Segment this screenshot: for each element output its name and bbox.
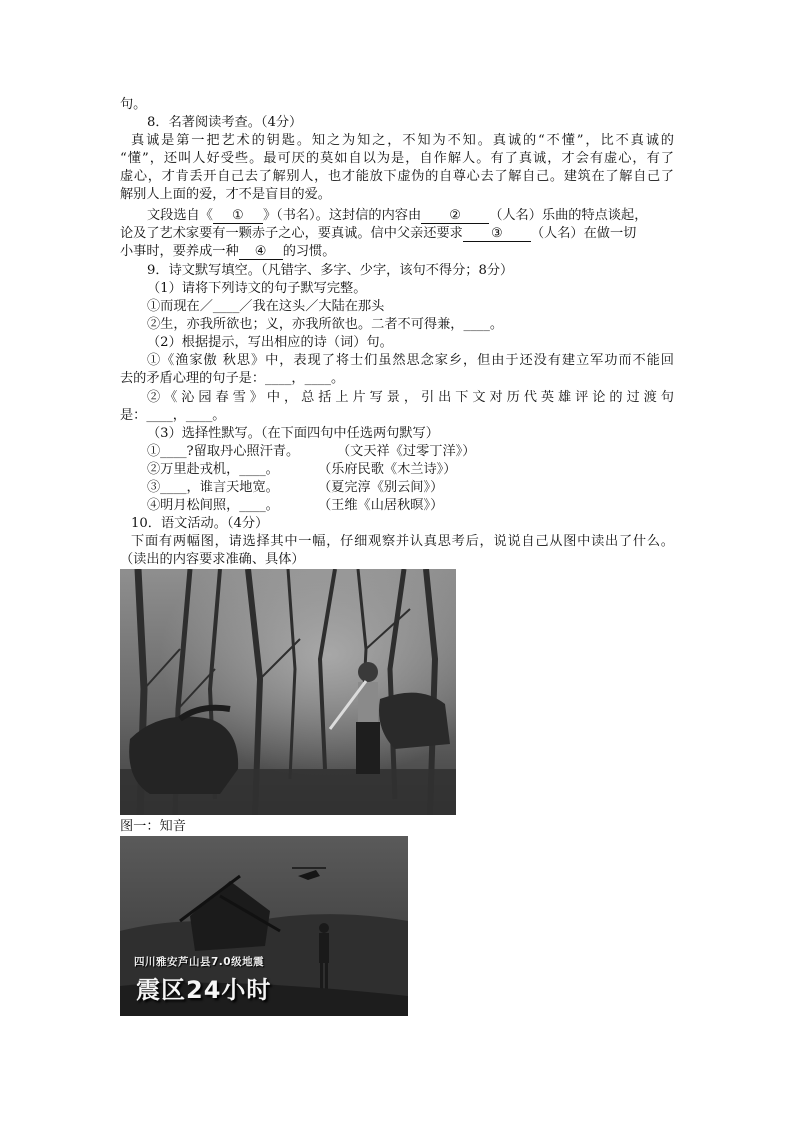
prompt-text: 论及了艺术家要有一颗赤子之心，要真诚。信中父亲还要求 — [120, 226, 463, 241]
fill-in-item: ④明月松间照，____。 — [147, 498, 279, 513]
forest-flute-scene-image — [120, 569, 456, 815]
figure-1-caption: 图一：知音 — [120, 819, 186, 834]
passage-line: 真诚是第一把艺术的钥匙。知之为知之，不知为不知。真诚的“不懂”，比不真诚的 — [131, 133, 674, 148]
figure-2-overlay-subtitle: 四川雅安芦山县7.0级地震 — [134, 956, 265, 968]
answer-blank-3[interactable]: ③ — [463, 226, 531, 242]
question-10-heading: 10．语文活动。（4分） — [131, 516, 269, 531]
figure-2-overlay-title: 震区24小时 — [136, 976, 272, 1004]
subquestion-heading: （3）选择性默写。（在下面四句中任选两句默写） — [147, 426, 439, 441]
fill-in-item: ②《沁园春雪》中，总括上片写景，引出下文对历代英雄评论的过渡句 — [147, 390, 674, 405]
fill-in-item: ②万里赴戎机，____。 — [147, 462, 279, 477]
text-line: 句。 — [120, 97, 147, 112]
source-attribution: （王维《山居秋暝》） — [318, 498, 444, 513]
prompt-text: 的习惯。 — [282, 244, 336, 259]
question-10-prompt: （读出的内容要求准确、具体） — [120, 552, 305, 567]
question-8-prompt — [120, 225, 636, 243]
question-10-prompt: 下面有两幅图，请选择其中一幅，仔细观察并认真思考后，说说自己从图中读出了什么。 — [131, 534, 674, 549]
answer-blank-4[interactable]: ④ — [239, 244, 283, 260]
question-8-prompt — [120, 243, 335, 261]
passage-line: 虚心，才肯丢开自己去了解别人，也才能放下虚伪的自尊心去了解自己。建筑在了解自己了 — [120, 169, 674, 184]
fill-in-item: ②生，亦我所欲也；义，亦我所欲也。二者不可得兼，____。 — [147, 317, 504, 332]
prompt-text: 》（书名）。这封信的内容由 — [262, 208, 422, 223]
figure-2-photo — [120, 836, 408, 1016]
answer-blank-1[interactable]: ① — [213, 208, 263, 224]
prompt-text: 小事时，要养成一种 — [120, 244, 239, 259]
subquestion-heading: （1）请将下列诗文的句子默写完整。 — [147, 281, 367, 296]
fill-in-item: 是：____，____。 — [120, 408, 226, 423]
passage-line: “懂”，还叫人好受些。最可厌的莫如自以为是，自作解人。有了真诚，才会有虚心，有了 — [120, 151, 674, 166]
fill-in-item: ①____?留取丹心照汗青。 — [147, 444, 300, 459]
prompt-text: （人名）乐曲的特点谈起， — [489, 208, 648, 223]
fill-in-item: ①《渔家傲 秋思》中，表现了将士们虽然思念家乡，但由于还没有建立军功而不能回 — [147, 353, 674, 368]
source-attribution: （夏完淳《别云间》） — [318, 480, 444, 495]
answer-blank-2[interactable]: ② — [421, 208, 489, 224]
question-8-heading: 8．名著阅读考查。（4分） — [147, 115, 303, 130]
question-8-prompt — [147, 207, 647, 225]
fill-in-item: 去的矛盾心理的句子是：____，____。 — [120, 371, 345, 386]
prompt-text: （人名）在做一切 — [530, 226, 637, 241]
fill-in-item: ①而现在／____／我在这头／大陆在那头 — [147, 299, 385, 314]
subquestion-heading: （2）根据提示，写出相应的诗（词）句。 — [147, 335, 393, 350]
question-9-heading: 9．诗文默写填空。（凡错字、多字、少字，该句不得分；8分） — [147, 263, 514, 278]
source-attribution: （乐府民歌《木兰诗》） — [318, 462, 457, 477]
passage-line: 解别人上面的爱，才不是盲目的爱。 — [120, 187, 331, 202]
fill-in-item: ③____，谁言天地宽。 — [147, 480, 279, 495]
prompt-text: 文段选自《 — [147, 208, 213, 223]
source-attribution: （文天祥《过零丁洋》） — [337, 444, 476, 459]
figure-1-photo — [120, 569, 456, 815]
